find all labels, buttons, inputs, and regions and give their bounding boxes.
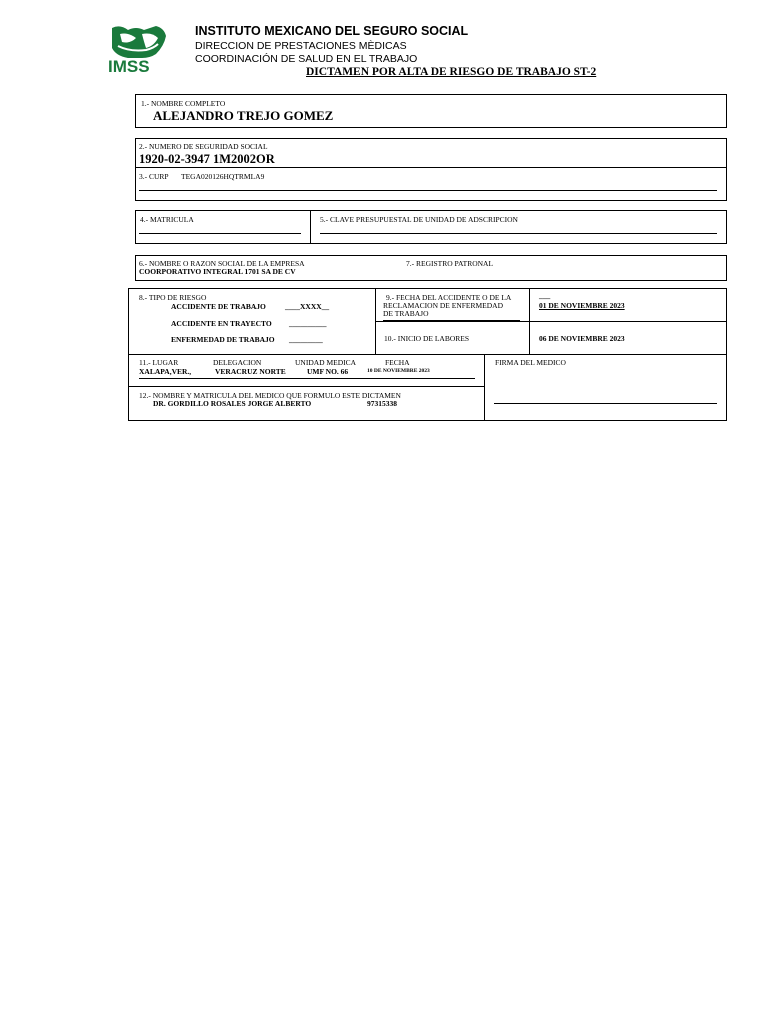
medico-name: DR. GORDILLO ROSALES JORGE ALBERTO: [153, 399, 312, 408]
fecha-accidente-label-1: 9.- FECHA DEL ACCIDENTE O DE LA: [386, 293, 512, 302]
inicio-labores-value: 06 DE NOVIEMBRE 2023: [539, 334, 625, 343]
empresa-value: COORPORATIVO INTEGRAL 1701 SA DE CV: [139, 267, 296, 276]
fecha-accidente-label-2: RECLAMACION DE ENFERMEDAD: [383, 301, 503, 310]
accidente-trayecto-option: ACCIDENTE EN TRAYECTO: [171, 319, 272, 328]
lugar-underline: [139, 378, 475, 379]
nss-value: 1920-02-3947 1M2002OR: [139, 152, 275, 166]
section-matricula-clave: [135, 210, 727, 244]
accidente-trabajo-mark: ____XXXX__: [285, 302, 330, 311]
document-title: DICTAMEN POR ALTA DE RIESGO DE TRABAJO ST-2: [306, 66, 597, 78]
empresa-label: 6.- NOMBRE O RAZON SOCIAL DE LA EMPRESA: [139, 259, 305, 268]
direction-name: DIRECCION DE PRESTACIONES MÈDICAS: [195, 40, 407, 52]
coordination-name: COORDINACIÓN DE SALUD EN EL TRABAJO: [195, 53, 418, 65]
firma-divider: [484, 354, 485, 420]
curp-underline: [139, 190, 717, 191]
fecha-row-divider: [375, 321, 727, 322]
tipo-riesgo-label: 8.- TIPO DE RIESGO: [139, 293, 207, 302]
clave-label: 5.- CLAVE PRESUPUESTAL DE UNIDAD DE ADSCRIPCION: [320, 215, 518, 224]
clave-underline: [320, 233, 717, 234]
delegacion-value: VERACRUZ NORTE: [215, 367, 286, 376]
section-nombre: [135, 94, 727, 128]
unidad-medica-label: UNIDAD MEDICA: [295, 358, 357, 367]
curp-value: TEGA020126HQTRMLA9: [181, 172, 265, 181]
section-empresa: [135, 255, 727, 281]
enfermedad-trabajo-option: ENFERMEDAD DE TRABAJO: [171, 335, 275, 344]
inicio-labores-label: 10.- INICIO DE LABORES: [384, 334, 469, 343]
curp-label: 3.- CURP: [139, 172, 169, 181]
matricula-underline: [139, 233, 301, 234]
nss-divider: [136, 167, 726, 168]
fecha-value: 10 DE NOVIEMBRE 2023: [367, 368, 430, 374]
firma-medico-label: FIRMA DEL MEDICO: [495, 358, 566, 367]
medico-label: 12.- NOMBRE Y MATRICULA DEL MEDICO QUE FORMULO ESTE DICTAMEN: [139, 391, 401, 400]
unidad-medica-value: UMF NO. 66: [307, 367, 349, 376]
nombre-label: 1.- NOMBRE COMPLETO: [141, 99, 226, 108]
lugar-row-divider: [129, 354, 726, 355]
medico-row-divider: [129, 386, 484, 387]
accidente-trabajo-option: ACCIDENTE DE TRABAJO: [171, 302, 266, 311]
nss-label: 2.- NUMERO DE SEGURIDAD SOCIAL: [139, 142, 268, 151]
fecha-accidente-label-3: DE TRABAJO: [383, 309, 429, 318]
section-nss-curp: [135, 138, 727, 201]
fecha-label: FECHA: [385, 358, 410, 367]
enfermedad-trabajo-mark: _________: [289, 335, 323, 344]
fecha-accidente-value: 01 DE NOVIEMBRE 2023: [539, 301, 625, 310]
nombre-value: ALEJANDRO TREJO GOMEZ: [153, 108, 334, 123]
fecha-accidente-dash: ___: [539, 291, 551, 300]
section-riesgo: [128, 288, 727, 421]
matricula-label: 4.- MATRICULA: [140, 215, 194, 224]
registro-patronal-label: 7.- REGISTRO PATRONAL: [406, 259, 494, 268]
medico-matricula: 97315338: [367, 399, 397, 408]
delegacion-label: DELEGACION: [213, 358, 262, 367]
accidente-trayecto-mark: __________: [289, 319, 327, 328]
lugar-label: 11.- LUGAR: [139, 358, 179, 367]
institution-name: INSTITUTO MEXICANO DEL SEGURO SOCIAL: [195, 24, 469, 38]
fecha-accidente-underline: [383, 320, 520, 321]
matricula-divider: [310, 211, 311, 243]
firma-underline: [494, 403, 717, 404]
imss-logo: [106, 24, 170, 78]
imss-logo-text: IMSS: [108, 57, 150, 76]
lugar-value: XALAPA,VER.,: [139, 367, 192, 376]
